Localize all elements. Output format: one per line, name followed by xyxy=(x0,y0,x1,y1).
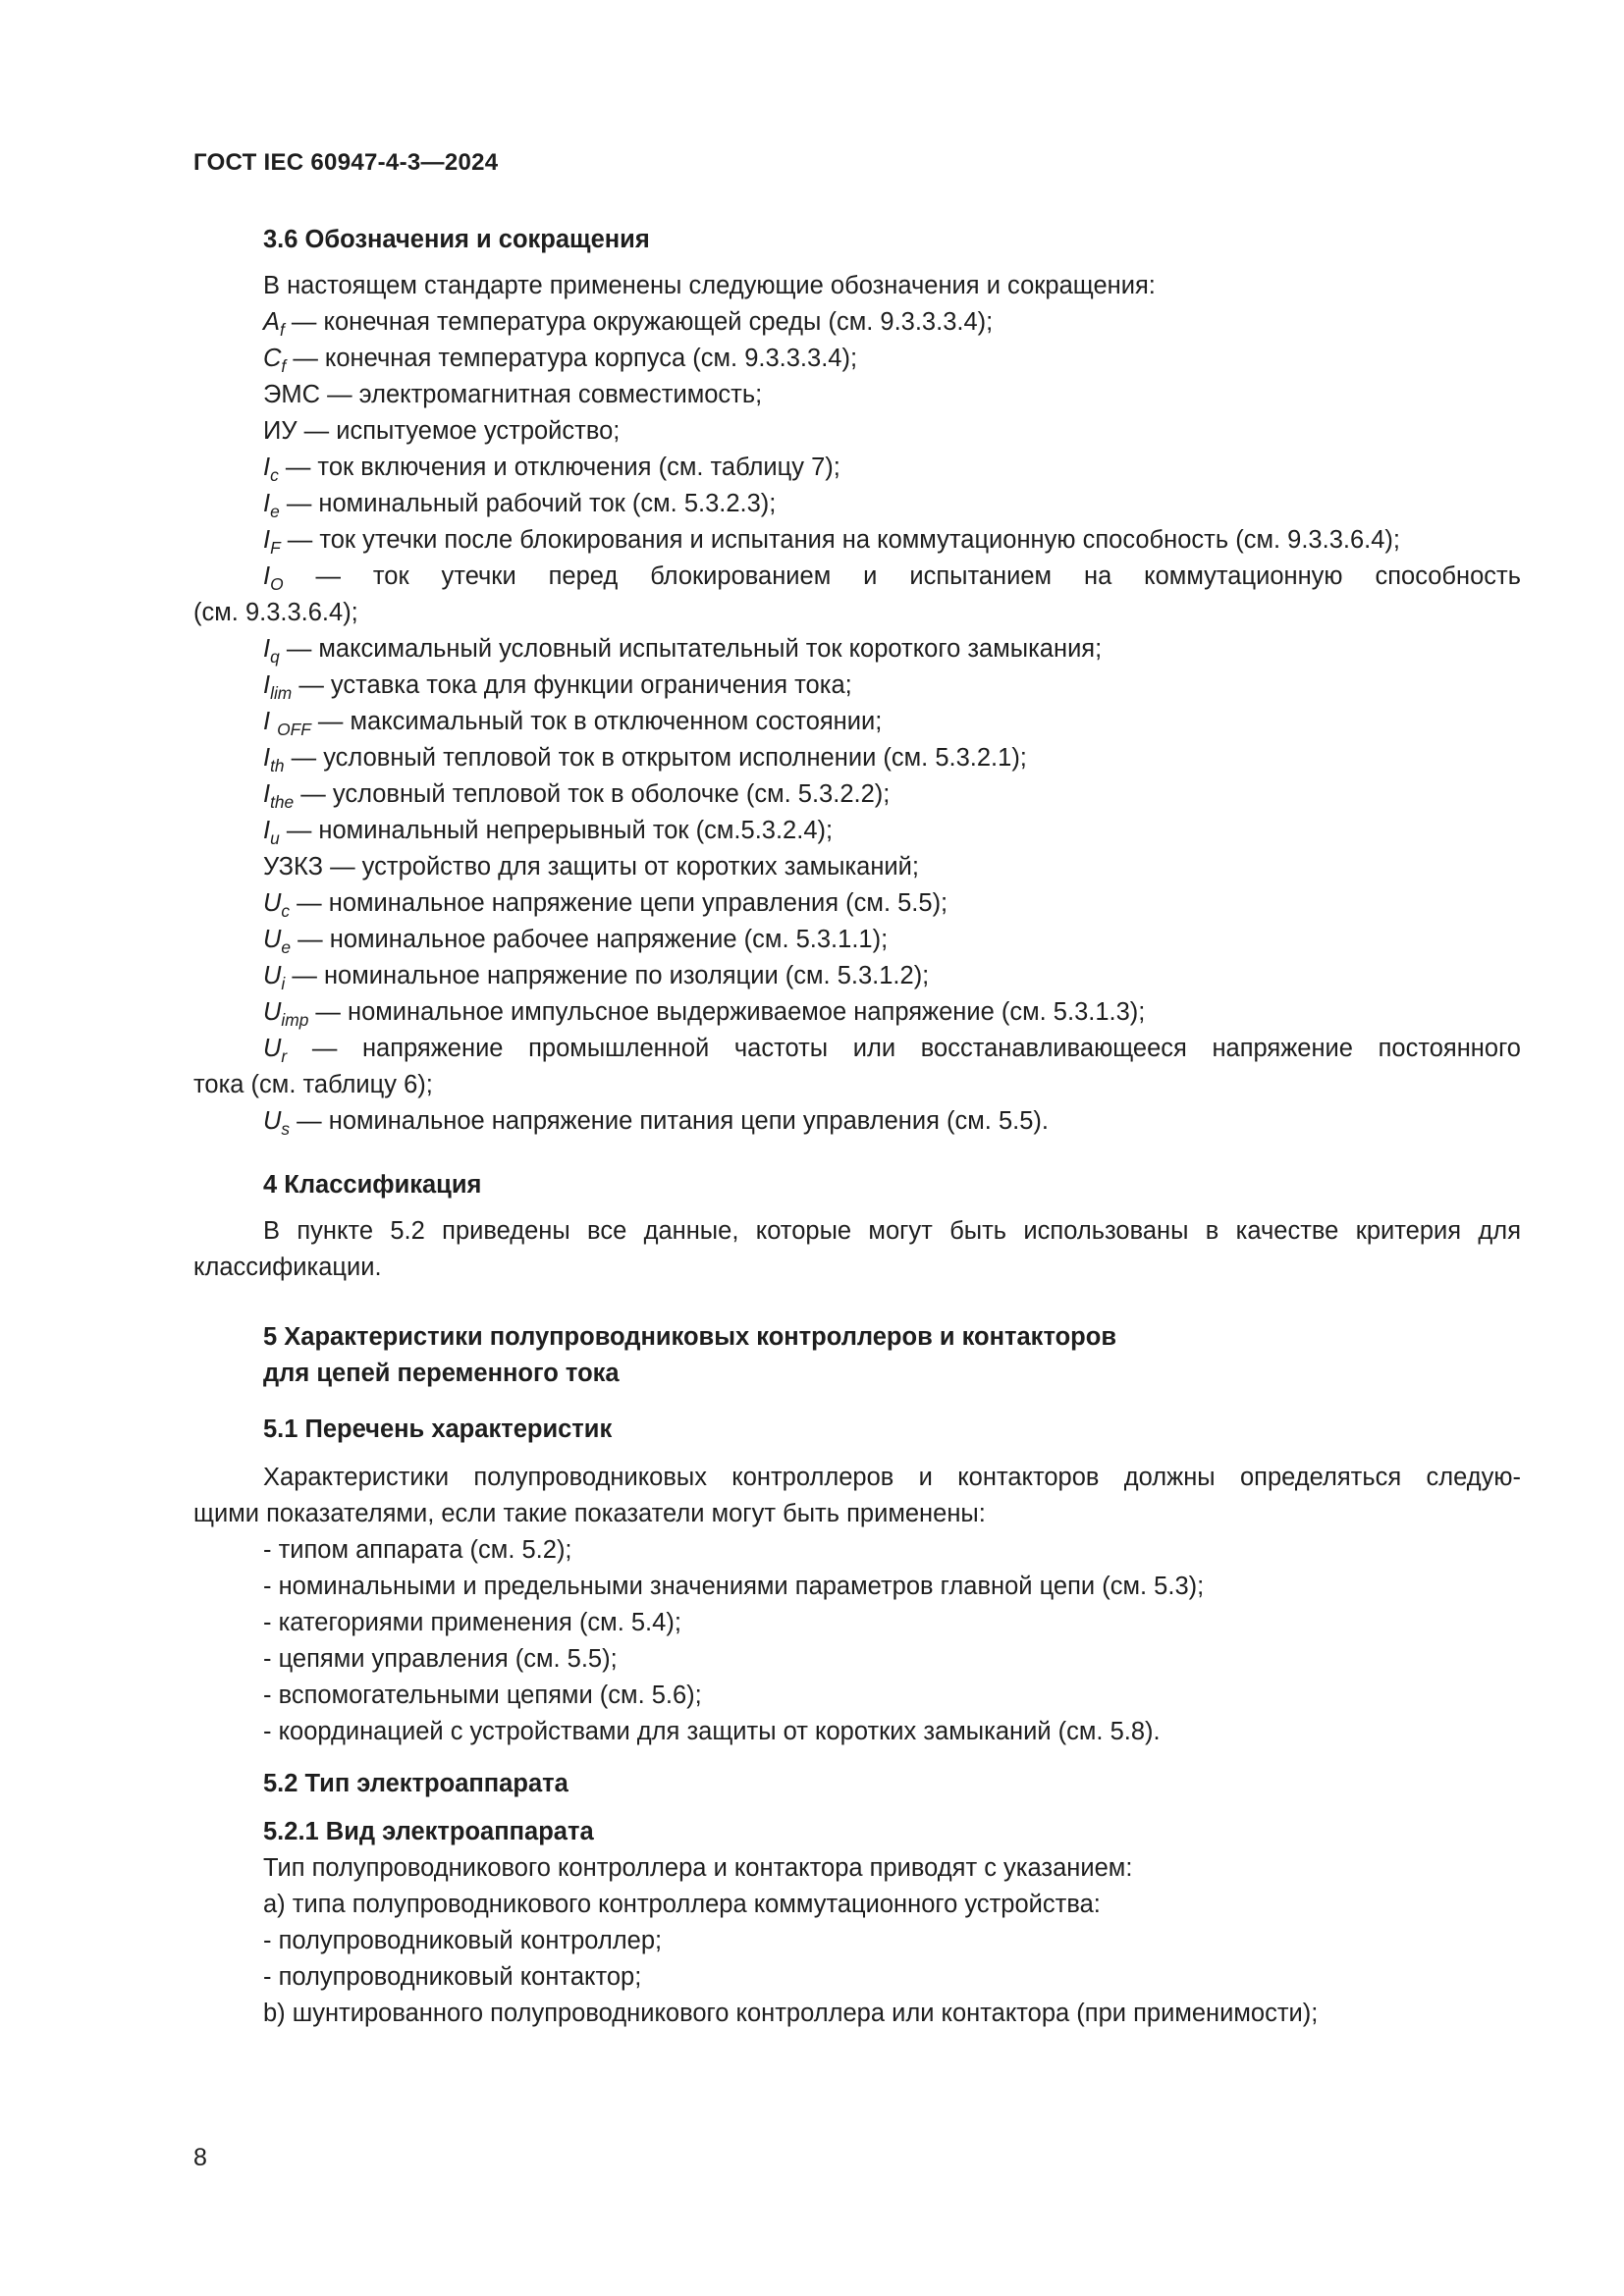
symbol-subscript: c xyxy=(270,465,279,485)
definition: — напряжение промышленной частоты или восстанавливающееся напряжение постоянного xyxy=(287,1035,1521,1062)
symbol xyxy=(263,562,284,594)
section-5-2-1-line: - полупроводниковый контактор; xyxy=(263,1963,642,1991)
symbol xyxy=(263,490,280,521)
symbol xyxy=(263,744,285,775)
definition: — устройство для защиты от коротких замыканий; xyxy=(323,853,919,881)
definition: — номинальное рабочее напряжение (см. 5.3.1.1); xyxy=(291,926,889,953)
definition: — максимальный условный испытательный ток короткого замыкания; xyxy=(279,635,1103,663)
abbreviation-entry xyxy=(193,341,1521,377)
symbol-letter: U xyxy=(263,889,282,917)
definition: — испытуемое устройство; xyxy=(297,417,621,445)
section-4-paragraph-line: В пункте 5.2 приведены все данные, которые могут быть использованы в качестве критерия для xyxy=(263,1217,1521,1245)
symbol-subscript: r xyxy=(281,1046,288,1066)
abbreviation: ЭМС xyxy=(263,381,320,408)
abbreviation-entry xyxy=(193,377,1521,413)
abbreviation-entry xyxy=(193,1031,1521,1067)
section-3-6-heading: 3.6 Обозначения и сокращения xyxy=(263,226,650,253)
definition: — уставка тока для функции ограничения тока; xyxy=(292,671,852,699)
symbol-subscript: s xyxy=(281,1119,291,1139)
symbol-letter: I xyxy=(263,817,271,844)
definition: — условный тепловой ток в открытом исполнении (см. 5.3.2.1); xyxy=(284,744,1027,772)
page-number: 8 xyxy=(193,2144,207,2171)
section-5-heading-line: для цепей переменного тока xyxy=(263,1360,620,1387)
symbol-letter: A xyxy=(263,308,281,336)
symbol-subscript: f xyxy=(281,356,287,376)
abbreviation-entry xyxy=(193,704,1521,740)
symbol-subscript: i xyxy=(281,974,286,993)
abbreviation-list xyxy=(193,304,1521,1140)
abbreviation-entry xyxy=(193,813,1521,849)
definition: — электромагнитная совместимость; xyxy=(320,381,763,408)
symbol-subscript: e xyxy=(281,937,292,957)
symbol-letter: I xyxy=(263,490,271,517)
symbol xyxy=(263,454,279,485)
document-code-header: ГОСТ IEC 60947-4-3—2024 xyxy=(193,149,499,176)
definition-continuation: (см. 9.3.3.6.4); xyxy=(193,599,358,626)
symbol-letter: I xyxy=(263,454,271,481)
definition: — номинальное импульсное выдерживаемое напряжение (см. 5.3.1.3); xyxy=(308,998,1146,1026)
symbol xyxy=(263,671,293,703)
section-5-2-1-line: Тип полупроводникового контроллера и контактора приводят с указанием: xyxy=(263,1854,1133,1882)
definition: — ток включения и отключения (см. таблицу 7); xyxy=(278,454,840,481)
symbol xyxy=(263,817,280,848)
abbreviation-entry xyxy=(193,486,1521,522)
definition: — максимальный ток в отключенном состоянии; xyxy=(310,708,883,735)
symbol xyxy=(263,526,281,558)
section-5-2-1-heading: 5.2.1 Вид электроаппарата xyxy=(263,1818,594,1845)
definition: — номинальный рабочий ток (см. 5.3.2.3); xyxy=(279,490,777,517)
symbol xyxy=(263,998,309,1030)
symbol-subscript: q xyxy=(270,647,280,667)
symbol-letter: U xyxy=(263,962,282,989)
symbol-subscript: c xyxy=(281,901,291,921)
abbreviation-entry xyxy=(193,522,1521,559)
section-5-1-paragraph-line: щими показателями, если такие показатели могут быть применены: xyxy=(193,1500,986,1527)
list-item: - типом аппарата (см. 5.2); xyxy=(263,1536,572,1564)
symbol-letter: I xyxy=(263,671,271,699)
symbol-letter: I xyxy=(263,526,271,554)
definition: — номинальное напряжение по изоляции (см. 5.3.1.2); xyxy=(285,962,930,989)
section-4-heading: 4 Классификация xyxy=(263,1171,482,1199)
symbol xyxy=(263,1107,291,1139)
abbreviation-entry xyxy=(193,776,1521,813)
definition: — номинальное напряжение цепи управления (см. 5.5); xyxy=(290,889,948,917)
symbol-letter: U xyxy=(263,998,282,1026)
abbreviation-entry xyxy=(193,1103,1521,1140)
symbol-letter: U xyxy=(263,1035,282,1062)
list-item: - цепями управления (см. 5.5); xyxy=(263,1645,618,1673)
symbol-subscript: O xyxy=(270,574,284,594)
definition-continuation: тока (см. таблицу 6); xyxy=(193,1071,433,1098)
symbol xyxy=(263,308,285,340)
symbol-subscript: e xyxy=(270,502,280,521)
symbol-letter: I xyxy=(263,744,271,772)
abbreviation-entry xyxy=(193,922,1521,958)
list-item: - вспомогательными цепями (см. 5.6); xyxy=(263,1682,702,1709)
definition: — ток утечки после блокирования и испытания на коммутационную способность (см. 9.3.3.6.4); xyxy=(280,526,1400,554)
symbol-subscript: OFF xyxy=(277,720,311,739)
list-item: - номинальными и предельными значениями параметров главной цепи (см. 5.3); xyxy=(263,1573,1205,1600)
abbreviation-entry xyxy=(193,450,1521,486)
symbol-letter: I xyxy=(263,635,271,663)
symbol-subscript: f xyxy=(280,320,285,340)
symbol-subscript: the xyxy=(270,792,295,812)
definition: — конечная температура корпуса (см. 9.3.3.3.4); xyxy=(286,345,858,372)
symbol-letter: I xyxy=(263,562,271,590)
symbol-letter: I xyxy=(263,708,278,735)
abbreviation-entry xyxy=(193,994,1521,1031)
section-5-2-1-line: a) типа полупроводникового контроллера коммутационного устройства: xyxy=(263,1891,1101,1918)
abbreviation-entry xyxy=(193,304,1521,341)
symbol-subscript: u xyxy=(270,828,280,848)
abbreviation-entry xyxy=(193,559,1521,595)
definition: — номинальный непрерывный ток (см.5.3.2.4); xyxy=(279,817,834,844)
symbol-letter: U xyxy=(263,926,282,953)
definition: — ток утечки перед блокированием и испытанием на коммутационную способность xyxy=(283,562,1521,590)
symbol xyxy=(263,780,295,812)
section-5-2-heading: 5.2 Тип электроаппарата xyxy=(263,1770,568,1797)
section-5-2-1-line: b) шунтированного полупроводникового контроллера или контактора (при применимости); xyxy=(263,2000,1319,2027)
definition: — номинальное напряжение питания цепи управления (см. 5.5). xyxy=(290,1107,1049,1135)
abbreviation-entry xyxy=(193,849,1521,885)
section-5-2-1-line: - полупроводниковый контроллер; xyxy=(263,1927,663,1954)
symbol xyxy=(263,926,292,957)
symbol-letter: C xyxy=(263,345,282,372)
symbol xyxy=(263,635,280,667)
symbol-letter: I xyxy=(263,780,271,808)
abbreviation-entry xyxy=(193,631,1521,667)
section-4-paragraph-line: классификации. xyxy=(193,1254,382,1281)
symbol xyxy=(263,345,287,376)
section-5-heading-line: 5 Характеристики полупроводниковых контроллеров и контакторов xyxy=(263,1323,1117,1351)
symbol xyxy=(263,1035,288,1066)
abbreviation: ИУ xyxy=(263,417,298,445)
symbol-subscript: F xyxy=(270,538,281,558)
definition: — условный тепловой ток в оболочке (см. 5.3.2.2); xyxy=(294,780,891,808)
section-5-1-paragraph-line: Характеристики полупроводниковых контроллеров и контакторов должны определяться следую- xyxy=(263,1464,1521,1491)
symbol xyxy=(263,889,291,921)
abbreviation-entry xyxy=(193,667,1521,704)
symbol-subscript: th xyxy=(270,756,285,775)
list-item: - координацией с устройствами для защиты от коротких замыканий (см. 5.8). xyxy=(263,1718,1161,1745)
abbreviation-entry xyxy=(193,885,1521,922)
list-item: - категориями применения (см. 5.4); xyxy=(263,1609,681,1636)
abbreviation: УЗКЗ xyxy=(263,853,324,881)
section-5-1-heading: 5.1 Перечень характеристик xyxy=(263,1415,613,1443)
symbol-letter: U xyxy=(263,1107,282,1135)
symbol-subscript: imp xyxy=(281,1010,309,1030)
symbol xyxy=(263,962,286,993)
page-content xyxy=(193,222,1521,2032)
abbreviation-entry xyxy=(193,958,1521,994)
abbreviation-entry xyxy=(193,413,1521,450)
definition: — конечная температура окружающей среды (см. 9.3.3.3.4); xyxy=(284,308,994,336)
symbol xyxy=(263,708,311,739)
abbreviation-entry xyxy=(193,740,1521,776)
symbol-subscript: lim xyxy=(270,683,293,703)
section-3-6-intro: В настоящем стандарте применены следующие обозначения и сокращения: xyxy=(263,272,1156,299)
